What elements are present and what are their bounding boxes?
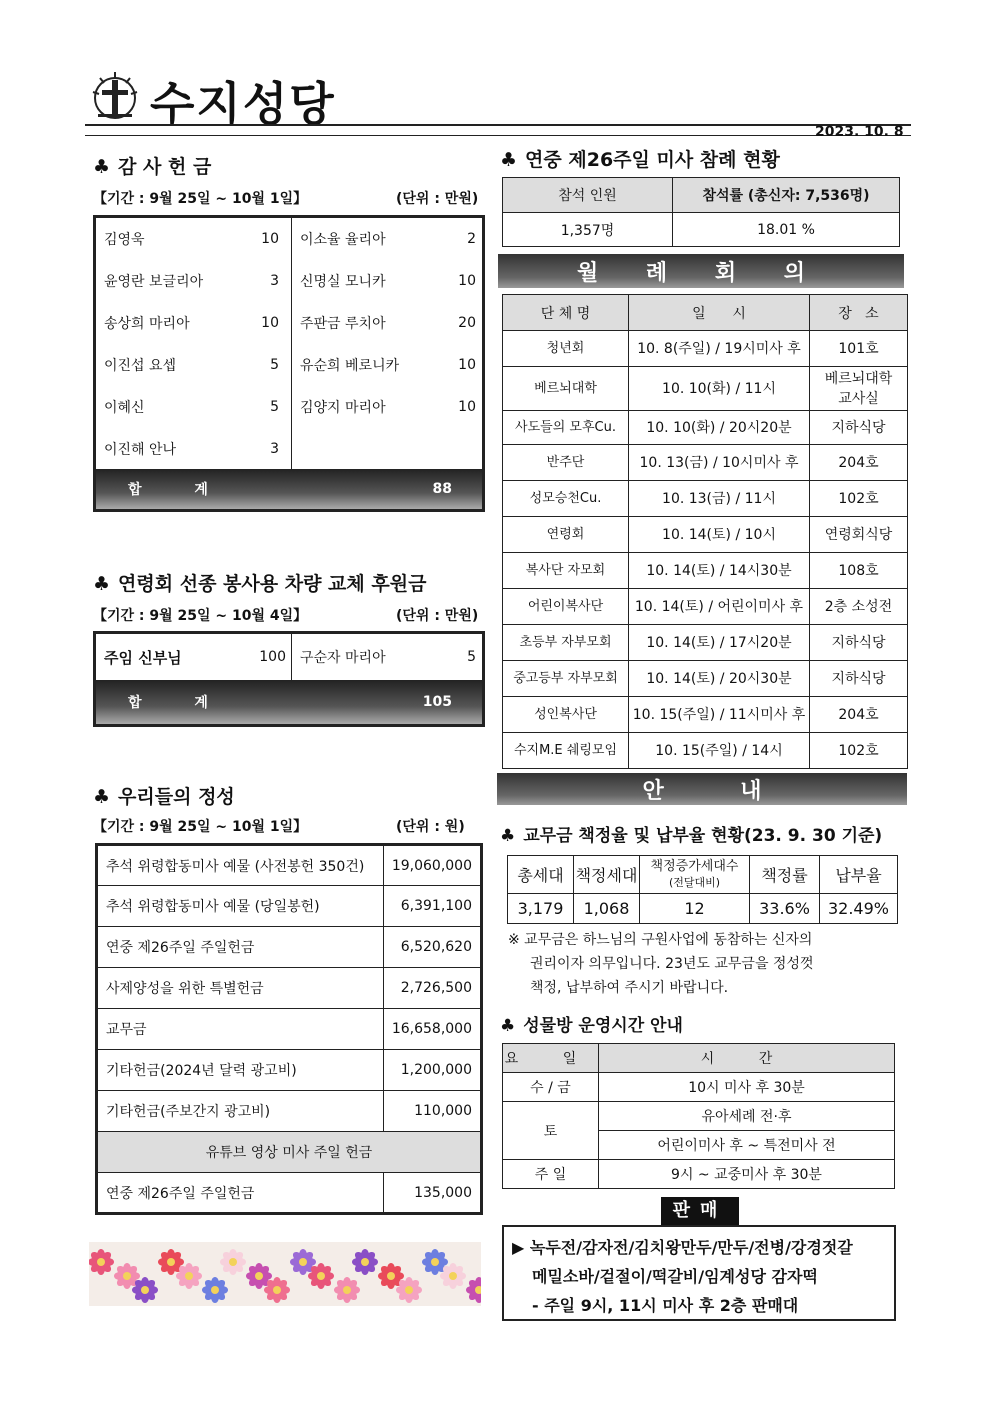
table-row: 연중 제26주일 주일헌금 135,000 <box>97 1173 482 1214</box>
table-row: 청년회 10. 8(주일) / 19시미사 후 101호 <box>503 331 908 367</box>
thanks-total: 합 계 88 <box>96 469 482 509</box>
thanks-period: 【기간 : 9월 25일 ~ 10월 1일】 <box>93 191 308 207</box>
table-row: 연중 제26주일 주일헌금 6,520,620 <box>97 927 482 968</box>
flower-icon <box>89 1249 114 1275</box>
tithe-heading: ♣ 교무금 책정율 및 납부율 현황(23. 9. 30 기준) <box>500 826 883 846</box>
flower-icon <box>132 1277 158 1303</box>
club-icon: ♣ <box>500 149 518 171</box>
donor-row: 이진섭 요셉 5 <box>104 357 279 374</box>
donor-row: 이진해 안나 3 <box>104 441 279 458</box>
offering-table <box>95 843 483 1215</box>
donor-row: 김영욱 10 <box>104 231 279 248</box>
club-icon: ♣ <box>500 826 516 846</box>
donor-row: 이혜신 5 <box>104 399 279 416</box>
flower-icon <box>396 1277 422 1303</box>
donor-row: 김양지 마리아 10 <box>300 399 476 416</box>
table-row: 사제양성을 위한 특별헌금 2,726,500 <box>97 968 482 1009</box>
flower-icon <box>352 1249 378 1275</box>
thanks-heading: ♣ 감 사 헌 금 <box>93 156 212 178</box>
table-row: 사도들의 모후Cu. 10. 10(화) / 20시20분 지하식당 <box>503 411 908 445</box>
flower-icon <box>220 1249 246 1275</box>
flower-icon <box>202 1277 228 1303</box>
header-rule <box>85 124 911 136</box>
donor-row: 주판금 루치아 20 <box>300 315 476 332</box>
club-icon: ♣ <box>93 156 111 178</box>
flower-icon <box>176 1263 202 1289</box>
flower-icon <box>334 1277 360 1303</box>
donor-row: 신명실 모니카 10 <box>300 273 476 290</box>
offering-heading: ♣ 우리들의 정성 <box>93 786 235 808</box>
notice-heading: 안 내 <box>497 773 907 805</box>
vehicle-heading: ♣ 연령회 선종 봉사용 차량 교체 후원금 <box>93 573 427 595</box>
table-row: 어린이복사단 10. 14(토) / 어린이미사 후 2층 소성전 <box>503 589 908 625</box>
vehicle-total: 합 계 105 <box>96 680 482 724</box>
offering-period: 【기간 : 9월 25일 ~ 10월 1일】 <box>93 819 308 835</box>
table-row: 복사단 자모회 10. 14(토) / 14시30분 108호 <box>503 553 908 589</box>
sale-box: ▶ 녹두전/감자전/김치왕만두/만두/전병/강경젓갈 메밀소바/겉절이/떡갈비/임계성당 감자떡 - 주일 9시, 11시 미사 후 2층 판매대 <box>502 1225 896 1321</box>
flower-icon <box>308 1263 334 1289</box>
attendance-table: 참석 인원 참석률 (총신자: 7,536명) 1,357명 18.01 % <box>502 177 900 247</box>
table-row: 중고등부 자부모회 10. 14(토) / 20시30분 지하식당 <box>503 661 908 697</box>
thanks-unit: (단위 : 만원) <box>396 191 479 207</box>
donor-row: 송상희 마리아 10 <box>104 315 279 332</box>
donor-row: 이소율 율리아 2 <box>300 231 476 248</box>
flower-icon <box>264 1277 290 1303</box>
sale-label: 판매 <box>661 1197 739 1225</box>
table-row: 교무금 16,658,000 <box>97 1009 482 1050</box>
donor-row: 윤영란 보글리아 3 <box>104 273 279 290</box>
donor-row: 주임 신부님 100 <box>104 648 286 667</box>
issue-date: 2023. 10. 8 <box>815 124 904 140</box>
table-row: 성모승천Cu. 10. 13(금) / 11시 102호 <box>503 481 908 517</box>
flower-icon <box>466 1277 481 1303</box>
flower-banner-image <box>89 1242 481 1306</box>
monthly-table: 단 체 명 일 시 장 소 청년회 10. 8(주일) / 19시미사 후 101호 베르뇌대학 10. 10(화) / 11시 베르뇌대학 교사실 사도들의 모후Cu. 10. 10(화) / 20시20분 지하식당 반주단 10. 13(금) / 10시미사 후 204호 성모승천Cu. 10. 13(금) / 11시 102호 연령회 10. 14(토) / 10시 연령회식당 복사단 자모회 10. 14(토) / 14시30분 108호 어린이복사단 10. 14(토) / 어린이미사 후 2층 소성전 초등부 자부모회 10. 14(토) / 17시20분 지하식당 중고등부 자부모회 10. 14(토) / 20시30분 지하식당 성인복사단 10. 15(주일) / 11시미사 후 204호 수지M.E 쉐링모임 10. 15(주일) / 14시 102호 <box>502 294 908 769</box>
table-row: 성인복사단 10. 15(주일) / 11시미사 후 204호 <box>503 697 908 733</box>
club-icon: ♣ <box>93 573 111 595</box>
table-subheader: 유튜브 영상 미사 주일 헌금 <box>97 1132 482 1173</box>
parish-logo-icon <box>90 70 140 122</box>
table-row: 기타헌금(2024년 달력 광고비) 1,200,000 <box>97 1050 482 1091</box>
shop-hours-table: 요 일 시 간 수 / 금 10시 미사 후 30분 토 유아세례 전·후 어린이미사 후 ~ 특전미사 전 주 일 9시 ~ 교중미사 후 30분 <box>502 1043 895 1189</box>
shop-heading: ♣ 성물방 운영시간 안내 <box>500 1016 683 1036</box>
table-row: 기타헌금(주보간지 광고비) 110,000 <box>97 1091 482 1132</box>
page-title: 수지성당 <box>150 77 336 131</box>
flower-icon <box>440 1263 466 1289</box>
table-row: 반주단 10. 13(금) / 10시미사 후 204호 <box>503 445 908 481</box>
table-row: 베르뇌대학 10. 10(화) / 11시 베르뇌대학 교사실 <box>503 367 908 411</box>
monthly-heading: 월 례 회 의 <box>498 254 904 288</box>
vehicle-unit: (단위 : 만원) <box>396 608 479 624</box>
tithe-table: 총세대 책정세대 책정증가세대수 (전달대비) 책정률 납부율 3,179 1,068 12 33.6% 32.49% <box>507 855 898 924</box>
offering-unit: (단위 : 원) <box>396 819 465 835</box>
table-row: 초등부 자부모회 10. 14(토) / 17시20분 지하식당 <box>503 625 908 661</box>
donor-row: 구순자 마리아 5 <box>300 649 476 666</box>
thanks-table <box>93 215 485 512</box>
vehicle-period: 【기간 : 9월 25일 ~ 10월 4일】 <box>93 608 308 624</box>
vehicle-table <box>93 631 485 727</box>
tithe-note: ※ 교무금은 하느님의 구원사업에 동참하는 신자의 권리이자 의무입니다. 23년도 교무금을 정성껏 책정, 납부하여 주시기 바랍니다. <box>508 932 814 996</box>
donor-row: 유순희 베로니카 10 <box>300 357 476 374</box>
club-icon: ♣ <box>500 1016 516 1036</box>
table-row: 추석 위령합동미사 예물 (당일봉헌) 6,391,100 <box>97 886 482 927</box>
table-row: 추석 위령합동미사 예물 (사전봉헌 350건) 19,060,000 <box>97 845 482 886</box>
club-icon: ♣ <box>93 786 111 808</box>
table-row: 수지M.E 쉐링모임 10. 15(주일) / 14시 102호 <box>503 733 908 769</box>
table-row: 연령회 10. 14(토) / 10시 연령회식당 <box>503 517 908 553</box>
attendance-heading: ♣ 연중 제26주일 미사 참례 현황 <box>500 149 780 171</box>
